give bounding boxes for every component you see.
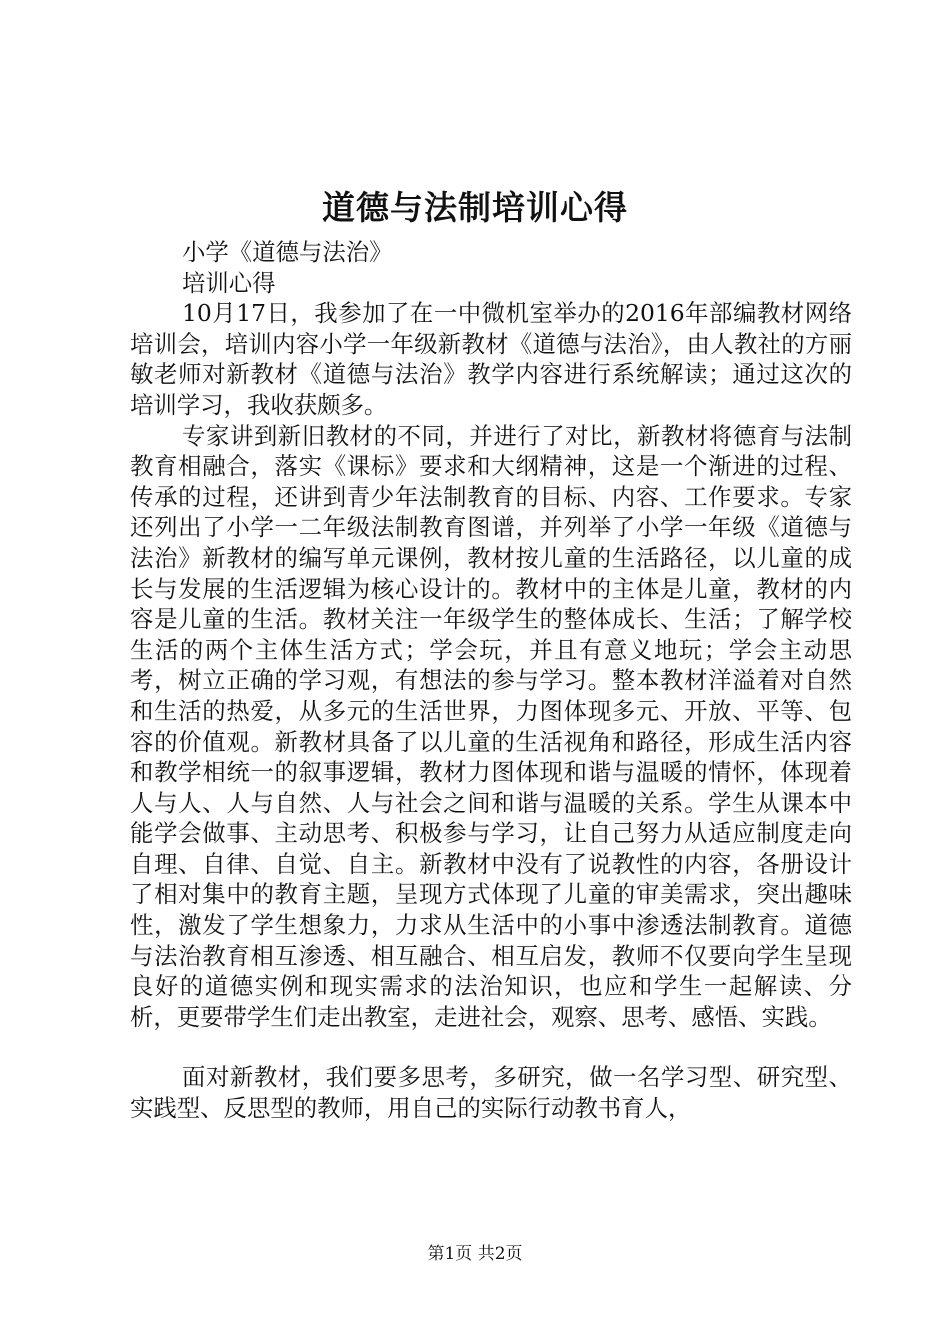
- page-footer: 第1页 共2页: [427, 1244, 523, 1264]
- paragraph-1: 10月17日，我参加了在一中微机室举办的2016年部编教材网络培训会，培训内容小学一年级新教材《道德与法治》，由人教社的方丽敏老师对新教材《道德与法治》教学内容进行系统解读；通过这次的培训学习，我收获颇多。: [130, 299, 852, 419]
- document-title: 道德与法制培训心得: [322, 188, 628, 227]
- document-body: [130, 237, 852, 1124]
- paragraph-3: 面对新教材，我们要多思考，多研究，做一名学习型、研究型、实践型、反思型的教师，用自己的实际行动教书育人，: [130, 1063, 852, 1123]
- paragraph-2: 专家讲到新旧教材的不同，并进行了对比，新教材将德育与法制教育相融合，落实《课标》要求和大纲精神，这是一个渐进的过程、传承的过程，还讲到青少年法制教育的目标、内容、工作要求。专家还列出了小学一二年级法制教育图谱，并列举了小学一年级《道德与法治》新教材的编写单元课例，教材按儿童的生活路径，以儿童的成长与发展的生活逻辑为核心设计的。教材中的主体是儿童，教材的内容是儿童的生活。教材关注一年级学生的整体成长、生活；了解学校生活的两个主体生活方式；学会玩，并且有意义地玩；学会主动思考，树立正确的学习观，有想法的参与学习。整本教材洋溢着对自然和生活的热爱，从多元的生活世界，力图体现多元、开放、平等、包容的价值观。新教材具备了以儿童的生活视角和路径，形成生活内容和教学相统一的叙事逻辑，教材力图体现和谐与温暖的情怀，体现着人与人、人与自然、人与社会之间和谐与温暖的关系。学生从课本中能学会做事、主动思考、积极参与学习，让自己努力从适应制度走向自理、自律、自觉、自主。新教材中没有了说教性的内容，各册设计了相对集中的教育主题，呈现方式体现了儿童的审美需求，突出趣味性，激发了学生想象力，力求从生活中的小事中渗透法制教育。道德与法治教育相互渗透、相互融合、相互启发，教师不仅要向学生呈现良好的道德实例和现实需求的法治知识，也应和学生一起解读、分析，更要带学生们走出教室，走进社会，观察、思考、感悟、实践。: [130, 421, 852, 1031]
- subtitle-line-2: 培训心得: [182, 268, 276, 297]
- subtitle-line-1: 小学《道德与法治》: [182, 238, 393, 266]
